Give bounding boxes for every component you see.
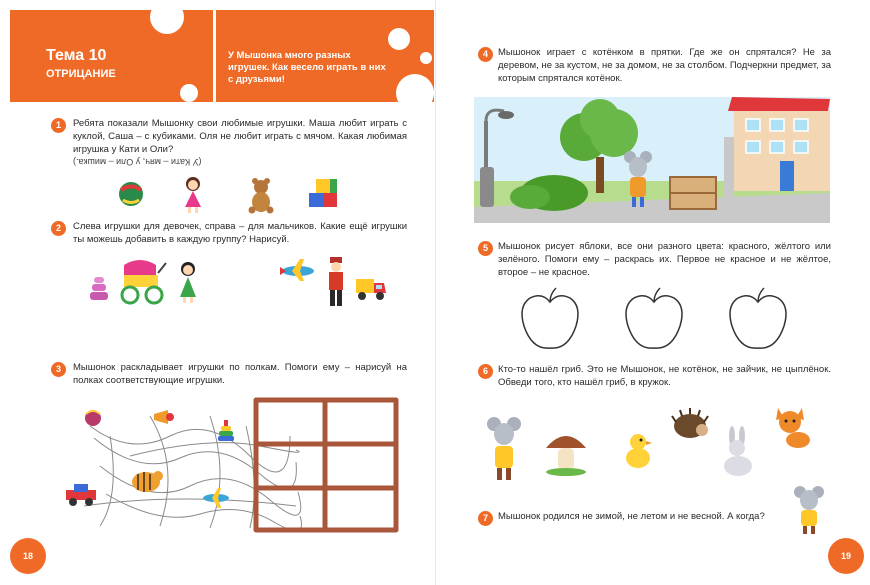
- header-hint: У Мышонка много разных игрушек. Как весело играть в них с друзьями!: [228, 50, 386, 85]
- task-answer-upside-down: (У Кати – мяч, у Оли – мишка.): [73, 157, 202, 167]
- task-number: 6: [478, 364, 493, 379]
- decor-circle: [396, 74, 434, 102]
- apple-outline-icon: [730, 288, 786, 348]
- task-text: Слева игрушки для девочек, справа – для мальчиков. Какие ещё игрушки ты можешь добавить в каждую группу? Нарисуй.: [73, 221, 407, 245]
- bunny-icon: [724, 426, 752, 476]
- teddy-bear-icon: [249, 178, 274, 214]
- task-text: Мышонок раскладывает игрушки по полкам. Помоги ему – нарисуй на полках соответствующие игрушки.: [73, 362, 407, 386]
- ball-icon: [85, 410, 101, 426]
- mushroom-icon: [546, 436, 586, 476]
- pyramid-icon: [90, 277, 108, 300]
- task-number: 3: [51, 362, 66, 377]
- task-text: Мышонок играет с котёнком в прятки. Где же он спрятался? Не за деревом, не за кустом, не за домом, не за столбом. Подчеркни предмет, за которым спрятался котёнок.: [498, 47, 831, 84]
- shelf-frame: [256, 400, 396, 530]
- decor-circle: [388, 28, 410, 50]
- toys-illustration: [117, 175, 357, 215]
- tiger-toy-icon: [132, 471, 163, 492]
- pyramid-icon: [218, 420, 234, 441]
- horn-icon: [154, 410, 174, 424]
- page-number-badge: 18: [10, 538, 46, 574]
- task-text: Кто-то нашёл гриб. Это не Мышонок, не котёнок, не зайчик, не цыплёнок. Обведи того, кто нашёл гриб, в кружок.: [498, 364, 831, 388]
- car-icon: [66, 484, 96, 506]
- task-number: 1: [51, 118, 66, 133]
- header-divider: [213, 10, 216, 102]
- toys-groups-illustration: [90, 257, 390, 309]
- doll-icon: [180, 262, 196, 303]
- maze-and-shelves-illustration: [60, 396, 400, 534]
- maze-lines: [84, 416, 302, 531]
- chick-icon: [626, 434, 652, 468]
- task-number: 4: [478, 47, 493, 62]
- topic-title: Тема 10: [46, 47, 107, 64]
- mouse-icon: [487, 417, 521, 480]
- task-number: 2: [51, 221, 66, 236]
- task-text: Мышонок родился не зимой, не летом и не весной. А когда?: [498, 511, 765, 522]
- airplane-icon: [280, 259, 314, 281]
- stroller-icon: [122, 260, 166, 303]
- decor-circle: [420, 52, 432, 64]
- apple-outline-icon: [522, 288, 578, 348]
- task-text: Ребята показали Мышонку свои любимые игрушки. Маша любит играть с куклой, Саша – с кубиками. Оля не любит играть с мячом. Какая любимая игрушка у Кати и Оли?: [73, 118, 407, 155]
- mushroom-finders-illustration: [484, 402, 840, 484]
- hedgehog-icon: [672, 408, 708, 438]
- house-icon: [724, 97, 830, 197]
- task-number: 5: [478, 241, 493, 256]
- dump-truck-icon: [356, 279, 386, 300]
- doll-icon: [185, 177, 201, 213]
- topic-subtitle: ОТРИЦАНИЕ: [46, 68, 116, 80]
- mouse-icon: [792, 486, 832, 534]
- page-number-badge: 19: [828, 538, 864, 574]
- decor-circle: [150, 10, 184, 34]
- task-text: Мышонок рисует яблоки, все они разного цвета: красного, жёлтого или зелёного. Помоги ему – раскрась их. Первое не красное и не жёлтое, второе – не красное.: [498, 241, 831, 278]
- task-number: 7: [478, 511, 493, 526]
- apple-outline-icon: [626, 288, 682, 348]
- airplane-icon: [203, 488, 229, 508]
- soldier-icon: [329, 257, 343, 306]
- hide-and-seek-scene: [474, 97, 830, 223]
- right-page: [436, 0, 870, 585]
- wooden-box-icon: [670, 177, 716, 209]
- topic-header: [10, 10, 434, 102]
- cubes-icon: [309, 179, 337, 207]
- apples-to-color: [522, 288, 792, 354]
- ball-icon: [119, 182, 143, 206]
- decor-circle: [180, 84, 198, 102]
- kitten-icon: [776, 408, 810, 448]
